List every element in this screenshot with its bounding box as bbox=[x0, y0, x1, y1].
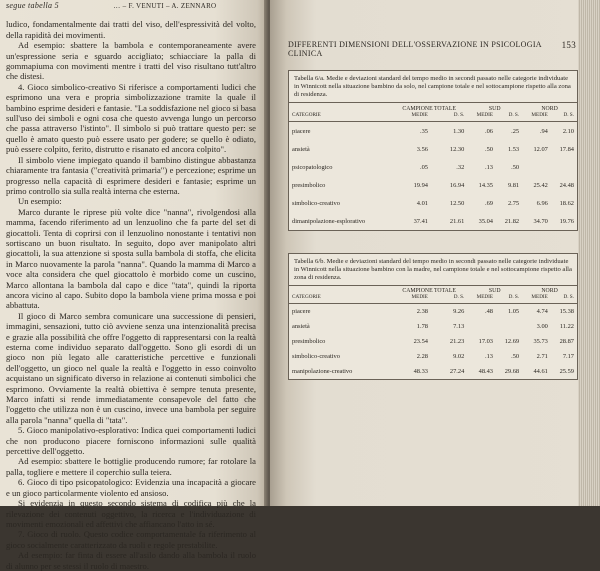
value-cell: .13 bbox=[485, 353, 494, 360]
value-cell: .50 bbox=[511, 353, 520, 360]
category-column-header: CATEGORIE bbox=[289, 112, 391, 122]
table-row bbox=[289, 319, 577, 334]
stat-header: MEDIE bbox=[391, 112, 431, 122]
value-cell: .13 bbox=[485, 163, 494, 171]
value-cell: .69 bbox=[485, 199, 494, 207]
stat-header: MEDIE bbox=[522, 112, 551, 122]
value-cell bbox=[496, 319, 522, 334]
value-cell: 2.71 bbox=[536, 353, 548, 360]
page-edges bbox=[578, 0, 600, 506]
value-cell: 17.03 bbox=[478, 338, 494, 345]
group-header: NORD bbox=[541, 106, 558, 112]
value-cell: 27.24 bbox=[449, 368, 465, 375]
table-6a-body bbox=[289, 122, 577, 231]
value-cell: 4.01 bbox=[416, 199, 428, 207]
table-row bbox=[289, 364, 577, 379]
table-row bbox=[289, 122, 577, 141]
value-cell: 6.96 bbox=[536, 199, 548, 207]
group-header: NORD bbox=[541, 288, 558, 294]
running-header-title: DIFFERENTI DIMENSIONI DELL'OSSERVAZIONE IN PSICOLOGIA CLINICA bbox=[288, 40, 542, 58]
value-cell: 25.59 bbox=[559, 368, 574, 375]
table-row bbox=[289, 194, 577, 212]
left-running-header bbox=[6, 1, 256, 11]
value-cell: 35.73 bbox=[533, 338, 548, 345]
header-authors: … – F. VENUTI – A. ZENNARO bbox=[113, 2, 217, 10]
value-cell: .94 bbox=[539, 127, 548, 135]
value-cell bbox=[522, 158, 551, 176]
category-cell: simbolico-creativo bbox=[292, 199, 340, 207]
paragraph: Il simbolo viene impiegato quando il bambino distingue abbastanza chiaramente tra fantasia ("creatività primaria") e percezione; esprime un progresso nella capacità di esprimere desideri e fantasie; esprime un primo controllo sia sulla realtà interna che esterna. bbox=[6, 154, 256, 196]
value-cell: 12.07 bbox=[533, 145, 548, 153]
value-cell: 3.56 bbox=[416, 145, 428, 153]
table-6a bbox=[288, 70, 578, 231]
value-cell bbox=[551, 158, 577, 176]
paragraph: ludico, fondamentalmente dai tratti del viso, dell'espressività del volto, della rapidità dei movimenti. bbox=[6, 19, 256, 40]
value-cell: 15.38 bbox=[559, 308, 574, 315]
table-row bbox=[289, 158, 577, 176]
value-cell: .48 bbox=[485, 308, 494, 315]
value-cell: 12.69 bbox=[504, 338, 520, 345]
stat-header: MEDIE bbox=[522, 294, 551, 304]
paragraph: 7. Gioco di ruolo. Questo codice comportamentale fa riferimento al gioco socialmente caratterizzato da ruoli e regole prestabilite. bbox=[6, 529, 256, 550]
value-cell: 1.05 bbox=[507, 308, 520, 315]
table-6b-body bbox=[289, 304, 577, 380]
paragraph: 6. Gioco di tipo psicopatologico: Evidenzia una incapacità a giocare e un gioco particolarmente violento ed ansioso. bbox=[6, 477, 256, 498]
category-cell: ansietà bbox=[292, 145, 310, 153]
category-cell: presimbolico bbox=[292, 338, 326, 345]
value-cell: 24.48 bbox=[559, 181, 574, 189]
value-cell: 2.38 bbox=[416, 308, 428, 315]
value-cell: 1.78 bbox=[416, 323, 428, 330]
category-cell: piacere bbox=[292, 308, 311, 315]
value-cell: 2.28 bbox=[416, 353, 428, 360]
table-header-spacer bbox=[289, 103, 391, 112]
paragraph: Marco durante le riprese più volte dice "nanna", rivolgendosi alla mamma, facendo riferimento ad un lenzuolino che fa parte del set di giocattoli. Tenta di coprirsi con il lenzuolino nonostante i tentativi non sortiscano un buon risultato. In seguito, dopo aver manipolato altri giocattoli, la sua attenzione si sposta sulla bambola di stoffa, che elicita in Marco nuovamente la parola "nanna". Quando la mamma di Marco a voce alta considera che quel giocattolo è morbido come un cuscino, Marco allontana la bambola dal capo e dice "tata", quindi la riporta ancora vicino al capo. Subito dopo la bambola viene prima mossa e poi abbattuta. bbox=[6, 206, 256, 311]
stat-header: D. S. bbox=[431, 294, 467, 304]
paragraph: 4. Gioco simbolico-creativo Si riferisce a comportamenti ludici che esprimono una vera e propria simbolizzazione tramite la quale il bambino esprime desideri e fantasie. "La soddisfazione nel gioco si basa sull'uso dei simboli e ogni cosa che questo avvenga lungo un percorso che passa attraverso l'istinto". Il simbolo si può trattare questo per: se quello è amato questo può essere usato per godere; se quello è odiato, può essere colpito, ferito, distrutto e risanato ed ancora colpito". bbox=[6, 81, 256, 155]
table-6a-caption: Tabella 6/a. Medie e deviazioni standard del tempo medio in secondi passato nelle categorie individuate in Winnicott nella situazione bambino da solo, nel campione totale e nel sottocampione rispetto alla zona di residenza. bbox=[289, 71, 577, 103]
value-cell: 21.23 bbox=[449, 338, 465, 345]
table-row bbox=[289, 212, 577, 230]
value-cell: 14.35 bbox=[478, 181, 494, 189]
value-cell: .35 bbox=[419, 127, 428, 135]
value-cell: 9.02 bbox=[453, 353, 465, 360]
value-cell: 16.94 bbox=[449, 181, 465, 189]
value-cell: 48.33 bbox=[413, 368, 428, 375]
paragraph: Si evidenzia in questo secondo sistema di codifica più che la rilevazione dei contenuti oggettivo, la ricerca e l'individuazione di movimenti emozionali ed affettivi che affiancano l'atto in sé. bbox=[6, 498, 256, 529]
paragraph: Ad esempio: far finta di essere all'asilo dando alla bambola il ruolo di alunno per se stessi il ruolo di maestro. bbox=[6, 550, 256, 571]
value-cell: 9.81 bbox=[507, 181, 520, 189]
value-cell: 19.76 bbox=[559, 217, 574, 225]
table-row bbox=[289, 349, 577, 364]
table-row bbox=[289, 334, 577, 349]
paragraph: Il gioco di Marco sembra comunicare una successione di pensieri, immagini, sensazioni, tutto ciò avviene senza una intenzionalità precisa e grazie alla possibilità che offre l'oggetto di rappresentarsi con la realtà esterna come individuo separato dall'oggetto. Sono gli esordi di un gioco non più legato alle caratteristiche percettive e funzionali dell'oggetto, un gioco nel quale la realtà e l'oggetto in esso coinvolto acquistano un significato diverso in relazione ai contenuti simbolici che esprimono. Ovviamente la realtà obiettiva è sempre tenuta presente, Marco infatti si rende immediatamente consapevole del fatto che l'oggetto che utilizza non è un cuscino, invece una bambola per seguire alla parola "nanna" quella di "tata". bbox=[6, 310, 256, 425]
table-6b bbox=[288, 253, 578, 380]
category-cell: psicopatologico bbox=[292, 163, 333, 171]
category-cell: simbolico-creativo bbox=[292, 353, 340, 360]
left-page-text bbox=[6, 0, 256, 571]
table-6a-grid bbox=[289, 103, 577, 230]
table-header-spacer bbox=[289, 286, 391, 294]
value-cell: 37.41 bbox=[413, 217, 428, 225]
value-cell: .05 bbox=[419, 163, 428, 171]
value-cell: 1.30 bbox=[453, 127, 465, 135]
value-cell: 12.30 bbox=[449, 145, 465, 153]
value-cell: 17.84 bbox=[559, 145, 574, 153]
value-cell: 48.43 bbox=[478, 368, 494, 375]
stat-header: D. S. bbox=[496, 112, 522, 122]
paragraph: Un esempio: bbox=[18, 196, 62, 207]
value-cell: 35.04 bbox=[478, 217, 494, 225]
category-cell: ansietà bbox=[292, 323, 310, 330]
page-number: 153 bbox=[561, 40, 576, 50]
value-cell: 9.26 bbox=[453, 308, 465, 315]
stat-header: MEDIE bbox=[467, 112, 496, 122]
category-cell: dimanipolazione-esplorativo bbox=[292, 217, 366, 225]
category-cell: presimbolico bbox=[292, 181, 326, 189]
group-header: SUD bbox=[488, 106, 501, 112]
paragraph: Ad esempio: sbattere le bottiglie producendo rumore; far rotolare la palla, togliere e mettere il coperchio sulla teiera. bbox=[6, 456, 256, 477]
value-cell: .25 bbox=[511, 127, 520, 135]
category-cell: manipolazione-creativo bbox=[292, 368, 353, 375]
paragraph: 5. Gioco manipolativo-esplorativo: Indica quei comportamenti ludici che non producono piacere forniscono informazioni sulle qualità percettive dell'oggetto. bbox=[6, 425, 256, 457]
group-header: CAMPIONE TOTALE bbox=[402, 288, 456, 294]
value-cell: 11.22 bbox=[559, 323, 574, 330]
table-row bbox=[289, 140, 577, 158]
value-cell bbox=[467, 319, 496, 334]
value-cell: 29.68 bbox=[504, 368, 520, 375]
value-cell: 25.42 bbox=[533, 181, 548, 189]
value-cell: 28.87 bbox=[559, 338, 574, 345]
value-cell: 44.61 bbox=[533, 368, 548, 375]
category-cell: piacere bbox=[292, 127, 311, 135]
value-cell: .06 bbox=[485, 127, 494, 135]
value-cell: .50 bbox=[511, 163, 520, 171]
value-cell: 3.00 bbox=[536, 323, 548, 330]
value-cell: 4.74 bbox=[536, 308, 548, 315]
value-cell: 2.10 bbox=[562, 127, 574, 135]
value-cell: .50 bbox=[485, 145, 494, 153]
table-6b-grid bbox=[289, 286, 577, 379]
group-header: CAMPIONE TOTALE bbox=[402, 106, 456, 112]
stat-header: MEDIE bbox=[467, 294, 496, 304]
value-cell: 12.50 bbox=[449, 199, 465, 207]
table-row bbox=[289, 176, 577, 194]
value-cell: 19.94 bbox=[413, 181, 428, 189]
value-cell: 21.61 bbox=[449, 217, 465, 225]
value-cell: 7.17 bbox=[562, 353, 574, 360]
value-cell: 2.75 bbox=[507, 199, 520, 207]
value-cell: 7.13 bbox=[453, 323, 465, 330]
value-cell: .32 bbox=[456, 163, 465, 171]
right-page bbox=[270, 0, 600, 506]
right-page-content bbox=[288, 0, 578, 380]
stat-header: D. S. bbox=[551, 112, 577, 122]
left-page bbox=[0, 0, 268, 571]
paragraph: Ad esempio: sbattere la bambola e contemporaneamente avere un'espressione seria e sguardo accigliato; schiacciare la palla di gommapiuma con movimenti mentre i tratti del viso risultano tutt'altro che distesi. bbox=[6, 40, 256, 82]
value-cell: 23.54 bbox=[413, 338, 428, 345]
category-column-header: CATEGORIE bbox=[289, 294, 391, 304]
table-6b-caption: Tabella 6/b. Medie e deviazioni standard del tempo medio in secondi passato nelle categorie individuate in Winnicott nella situazione bambino con la madre, nel campione totale e nel sottocampione rispetto alla zona di residenza. bbox=[289, 254, 577, 286]
stat-header: D. S. bbox=[551, 294, 577, 304]
group-header: SUD bbox=[488, 288, 501, 294]
stat-header: D. S. bbox=[431, 112, 467, 122]
right-running-header bbox=[288, 40, 578, 58]
table-row bbox=[289, 304, 577, 320]
value-cell: 21.82 bbox=[504, 217, 520, 225]
value-cell: 1.53 bbox=[507, 145, 520, 153]
continued-table-label: segue tabella 5 bbox=[6, 1, 59, 10]
stat-header: MEDIE bbox=[391, 294, 431, 304]
value-cell: 18.62 bbox=[559, 199, 574, 207]
value-cell: 34.70 bbox=[533, 217, 548, 225]
stat-header: D. S. bbox=[496, 294, 522, 304]
